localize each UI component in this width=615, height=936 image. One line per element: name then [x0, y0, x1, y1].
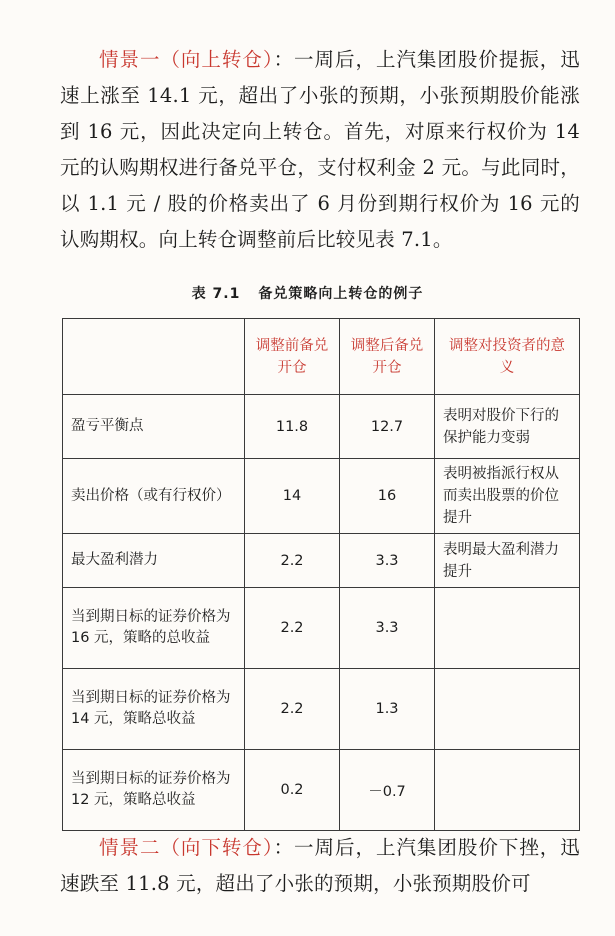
table-row: [63, 395, 580, 459]
table-row: [63, 669, 580, 750]
header-meaning: 调整对投资者的意义: [435, 319, 580, 395]
row-after-value: 3.3: [340, 588, 435, 669]
row-meaning: 表明被指派行权从而卖出股票的价位提升: [435, 459, 580, 534]
scenario-1-text: ：一周后，上汽集团股价提振，迅速上涨至 14.1 元，超出了小张的预期，小张预期股价能涨到 16 元，因此决定向上转仓。首先，对原来行权价为 14 元的认购期权进行备兑平仓，支付权利金 2 元。与此同时，以 1.1 元 / 股的价格卖出了 6 月份到期行权价为 16 元的认购期权。向上转仓调整前后比较见表 7.1。: [60, 48, 580, 251]
row-label: 当到期日标的证券价格为 16 元，策略的总收益: [63, 588, 245, 669]
scenario-1-heading: 情景一（向上转仓）: [99, 48, 274, 71]
row-after-value: 12.7: [340, 395, 435, 459]
table-caption-title: 备兑策略向上转仓的例子: [258, 286, 424, 302]
table-caption-number: 表 7.1: [191, 286, 241, 302]
row-label: 当到期日标的证券价格为 14 元，策略总收益: [63, 669, 245, 750]
row-after-value: －0.7: [340, 750, 435, 831]
scenario-2-text: ：一周后，上汽集团股价下挫，迅速跌至 11.8 元，超出了小张的预期，小张预期股价可: [60, 836, 580, 895]
row-before-value: 0.2: [245, 750, 340, 831]
row-label: 卖出价格（或有行权价）: [63, 459, 245, 534]
row-after-value: 16: [340, 459, 435, 534]
row-meaning: [435, 750, 580, 831]
table-row: [63, 534, 580, 588]
paragraph-scenario-2: [60, 830, 580, 902]
row-before-value: 11.8: [245, 395, 340, 459]
row-before-value: 2.2: [245, 534, 340, 588]
header-after: 调整后备兑开仓: [340, 319, 435, 395]
row-before-value: 2.2: [245, 588, 340, 669]
row-meaning: [435, 588, 580, 669]
table-row: [63, 588, 580, 669]
table-row: [63, 459, 580, 534]
table-caption: [0, 283, 615, 303]
row-meaning: 表明最大盈利潜力提升: [435, 534, 580, 588]
row-after-value: 1.3: [340, 669, 435, 750]
table-row: [63, 750, 580, 831]
header-empty-cell: [63, 319, 245, 395]
paragraph-scenario-1: [60, 42, 580, 258]
header-before: 调整前备兑开仓: [245, 319, 340, 395]
comparison-table: [62, 318, 580, 831]
row-before-value: 2.2: [245, 669, 340, 750]
row-after-value: 3.3: [340, 534, 435, 588]
table-header-row: [63, 319, 580, 395]
scenario-2-heading: 情景二（向下转仓）: [99, 836, 274, 859]
row-meaning: 表明对股价下行的保护能力变弱: [435, 395, 580, 459]
row-meaning: [435, 669, 580, 750]
row-label: 最大盈利潜力: [63, 534, 245, 588]
row-label: 盈亏平衡点: [63, 395, 245, 459]
row-label: 当到期日标的证券价格为 12 元，策略总收益: [63, 750, 245, 831]
row-before-value: 14: [245, 459, 340, 534]
